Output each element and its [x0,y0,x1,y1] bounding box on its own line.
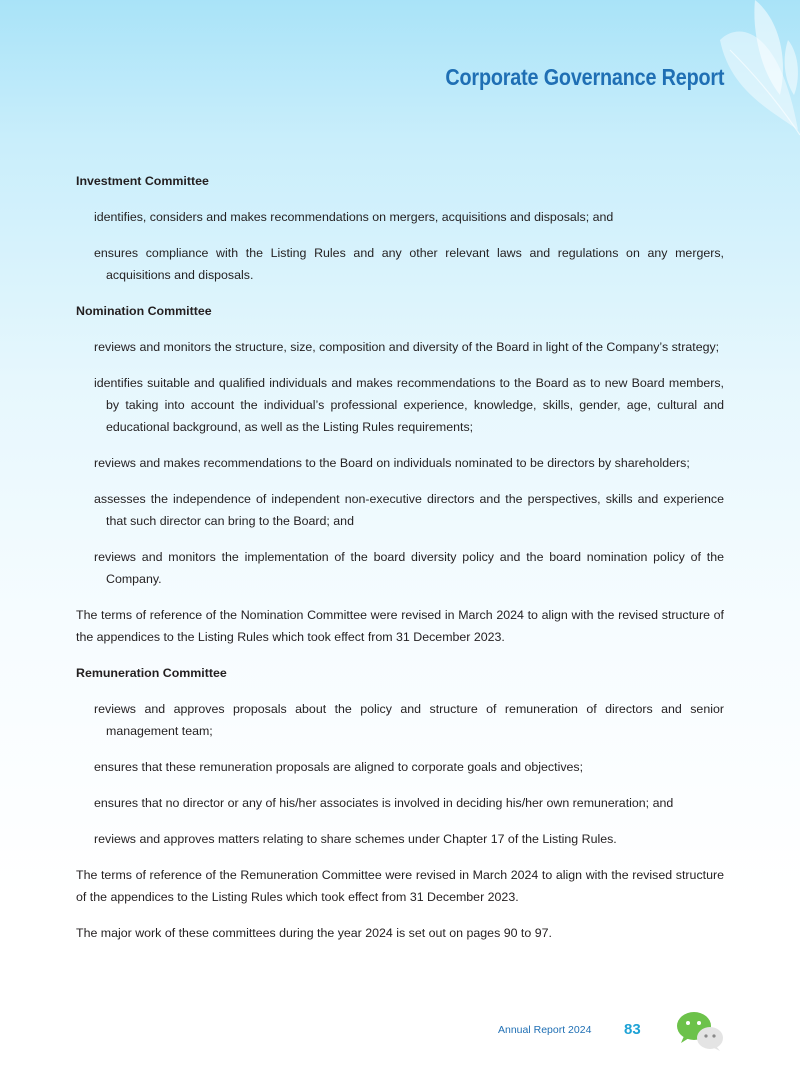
page-number: 83 [624,1021,641,1038]
nomination-committee-heading: Nomination Committee [76,304,212,318]
nomination-bullet: reviews and monitors the implementation of the board diversity policy and the board nomination policy of the Company. [94,550,724,586]
nomination-terms-paragraph: The terms of reference of the Nomination Committee were revised in March 2024 to align with the revised structure of the appendices to the Listing Rules which took effect from 31 December 2023. [76,608,724,644]
remuneration-committee-heading: Remuneration Committee [76,666,227,680]
nomination-bullet: identifies suitable and qualified individuals and makes recommendations to the Board as to new Board members, by taking into account the individual’s professional experience, knowledge, skills, gender, age, cultural and educational background, as well as the Listing Rules requirements; [94,376,724,434]
page-title: Corporate Governance Report [445,64,724,90]
remuneration-bullet: reviews and approves proposals about the policy and structure of remuneration of directors and senior management team; [94,702,724,738]
nomination-bullet: reviews and monitors the structure, size, composition and diversity of the Board in light of the Company’s strategy; [94,340,720,354]
nomination-bullet: reviews and makes recommendations to the Board on individuals nominated to be directors by shareholders; [94,456,690,470]
remuneration-bullet: ensures that no director or any of his/her associates is involved in deciding his/her own remuneration; and [94,796,674,810]
report-body [76,160,724,958]
investment-bullet: ensures compliance with the Listing Rules and any other relevant laws and regulations on any mergers, acquisitions and disposals. [94,246,724,282]
investment-bullet: identifies, considers and makes recommendations on mergers, acquisitions and disposals; and [94,210,614,224]
footer-report-label: Annual Report 2024 [498,1024,592,1036]
closing-paragraph: The major work of these committees during the year 2024 is set out on pages 90 to 97. [76,926,552,940]
nomination-bullet: assesses the independence of independent non-executive directors and the perspectives, skills and experience that such director can bring to the Board; and [94,492,724,528]
wechat-icon [674,1010,726,1052]
remuneration-terms-paragraph: The terms of reference of the Remuneration Committee were revised in March 2024 to align with the revised structure of the appendices to the Listing Rules which took effect from 31 December 2023. [76,868,724,904]
remuneration-bullet: reviews and approves matters relating to share schemes under Chapter 17 of the Listing Rules. [94,832,617,846]
remuneration-bullet: ensures that these remuneration proposals are aligned to corporate goals and objectives; [94,760,584,774]
investment-committee-heading: Investment Committee [76,174,209,188]
